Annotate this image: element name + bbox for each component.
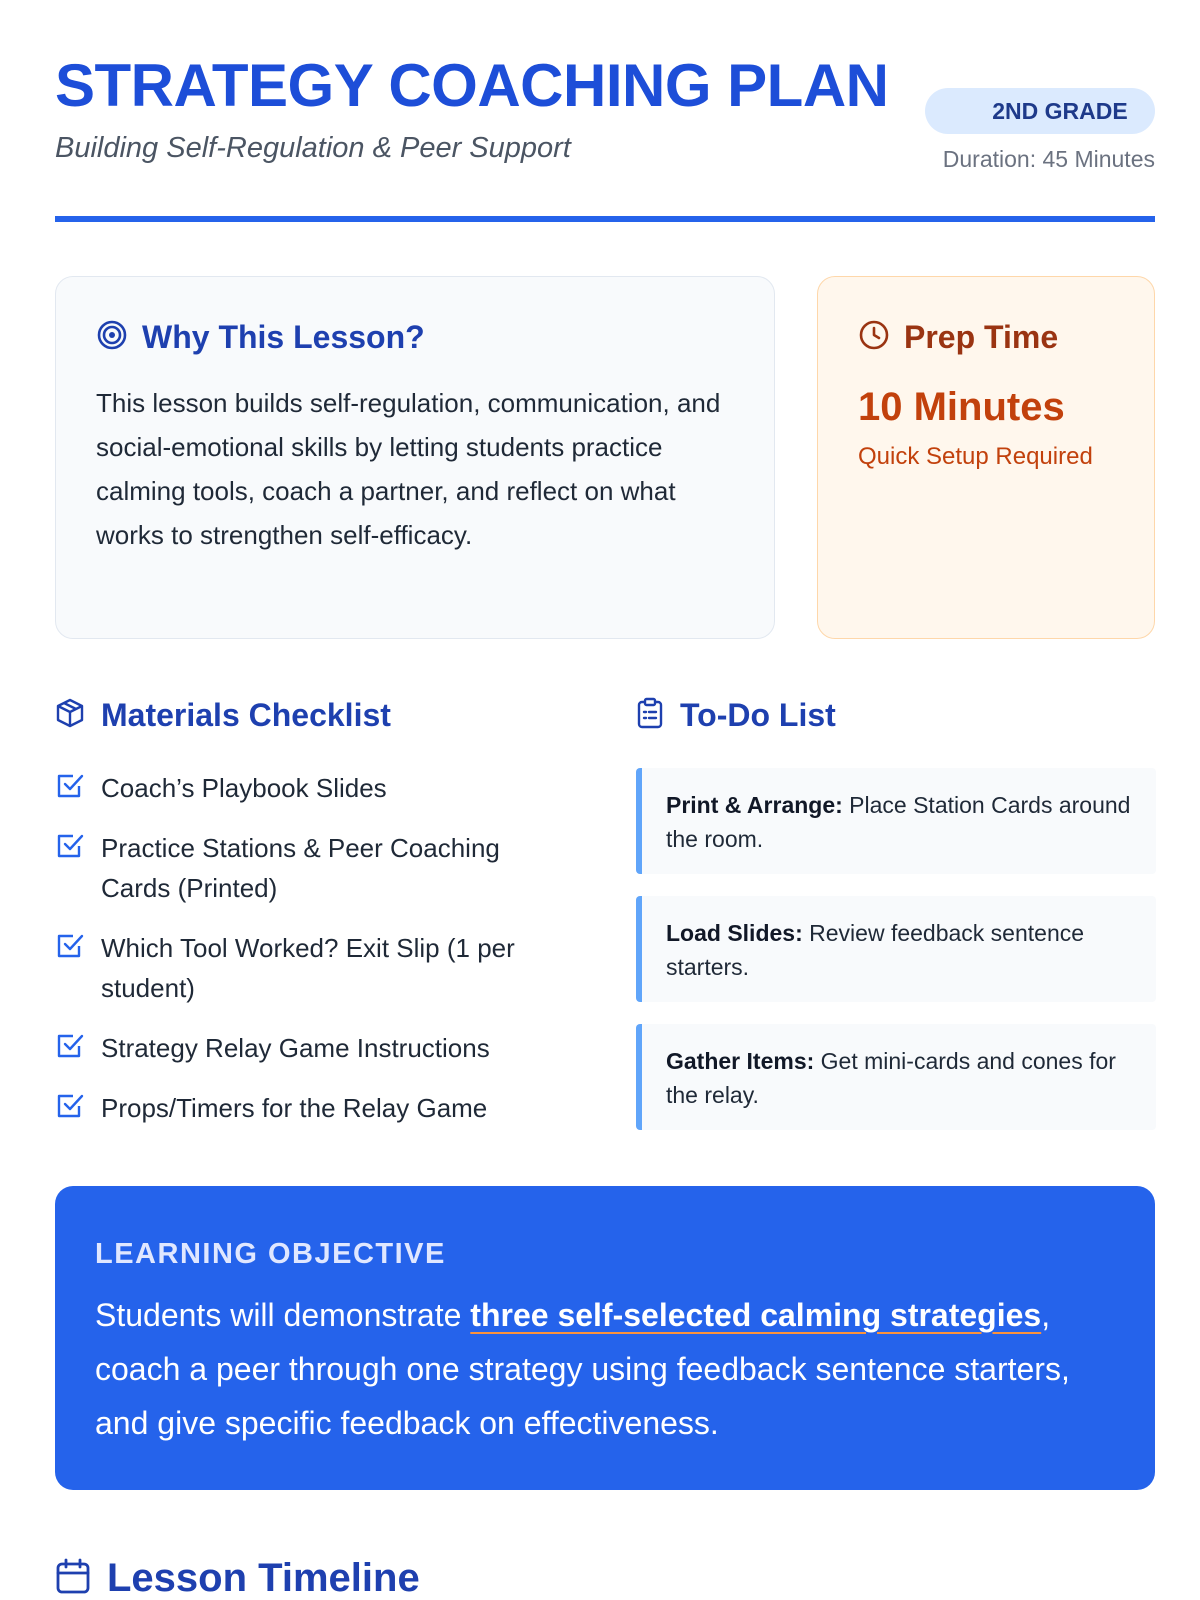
materials-heading <box>55 697 391 734</box>
list-item-label: Coach’s Playbook Slides <box>101 773 387 803</box>
lesson-timeline-title: Lesson Timeline <box>107 1556 420 1600</box>
list-item-label: Which Tool Worked? Exit Slip (1 per student) <box>101 933 515 1003</box>
page-title: STRATEGY COACHING PLAN <box>55 52 889 119</box>
prep-time-note: Quick Setup Required <box>858 443 1093 470</box>
prep-time-card <box>817 276 1155 639</box>
checkbox-checked-icon <box>55 1031 85 1061</box>
list-item <box>55 1088 575 1128</box>
prep-time-title: Prep Time <box>904 319 1059 355</box>
page-header <box>55 50 1155 220</box>
clock-icon <box>858 319 890 356</box>
prep-time-value: 10 Minutes <box>858 385 1065 429</box>
todo-item-text: Review feedback sentence starters. <box>666 920 1085 980</box>
todo-item-label: Print & Arrange: <box>666 792 843 818</box>
learning-objective-label: LEARNING OBJECTIVE <box>95 1238 446 1270</box>
checkbox-checked-icon <box>55 931 85 961</box>
list-item-label: Strategy Relay Game Instructions <box>101 1033 490 1063</box>
list-item-label: Props/Timers for the Relay Game <box>101 1093 488 1123</box>
materials-list <box>55 768 575 1148</box>
todo-heading <box>636 697 836 734</box>
duration-label: Duration: 45 Minutes <box>942 146 1155 172</box>
todo-item-label: Gather Items: <box>666 1048 815 1074</box>
todo-item <box>636 896 1156 1002</box>
page-subtitle: Building Self-Regulation & Peer Support <box>55 132 571 164</box>
todo-title: To-Do List <box>680 697 836 733</box>
prep-time-heading <box>858 319 1058 356</box>
todo-list <box>636 768 1156 1152</box>
why-lesson-title: Why This Lesson? <box>142 319 425 355</box>
objective-text-rest: , coach a peer through one strategy using feedback sentence starters, and give specific feedback on effectiveness. <box>95 1297 1070 1441</box>
clipboard-icon <box>636 697 664 734</box>
list-item <box>55 1028 575 1068</box>
todo-item-text: Get mini-cards and cones for the relay. <box>666 1048 1116 1108</box>
learning-objective-text <box>95 1288 1125 1450</box>
materials-title: Materials Checklist <box>101 697 391 733</box>
list-item-label: Practice Stations & Peer Coaching Cards (Printed) <box>101 833 500 903</box>
checkbox-checked-icon <box>55 771 85 801</box>
learning-objective-panel <box>55 1186 1155 1490</box>
calendar-icon <box>55 1557 91 1600</box>
objective-text-lead: Students will demonstrate <box>95 1297 471 1333</box>
checkbox-checked-icon <box>55 1091 85 1121</box>
target-icon <box>96 319 128 356</box>
why-lesson-body: This lesson builds self-regulation, communication, and social-emotional skills by letting students practice calming tools, coach a partner, and reflect on what works to strengthen self-efficacy. <box>96 388 721 550</box>
why-lesson-heading <box>96 319 425 356</box>
todo-item <box>636 1024 1156 1130</box>
todo-item-label: Load Slides: <box>666 920 803 946</box>
list-item <box>55 928 575 1008</box>
checkbox-checked-icon <box>55 831 85 861</box>
box-icon <box>55 697 85 734</box>
header-divider <box>55 216 1155 222</box>
why-lesson-card <box>55 276 775 639</box>
list-item <box>55 768 575 808</box>
list-item <box>55 828 575 908</box>
lesson-timeline-heading <box>55 1556 420 1600</box>
todo-item <box>636 768 1156 874</box>
objective-highlight: three self-selected calming strategies <box>470 1297 1042 1333</box>
grade-badge: 2ND GRADE <box>925 88 1155 134</box>
todo-item-text: Place Station Cards around the room. <box>666 792 1131 852</box>
